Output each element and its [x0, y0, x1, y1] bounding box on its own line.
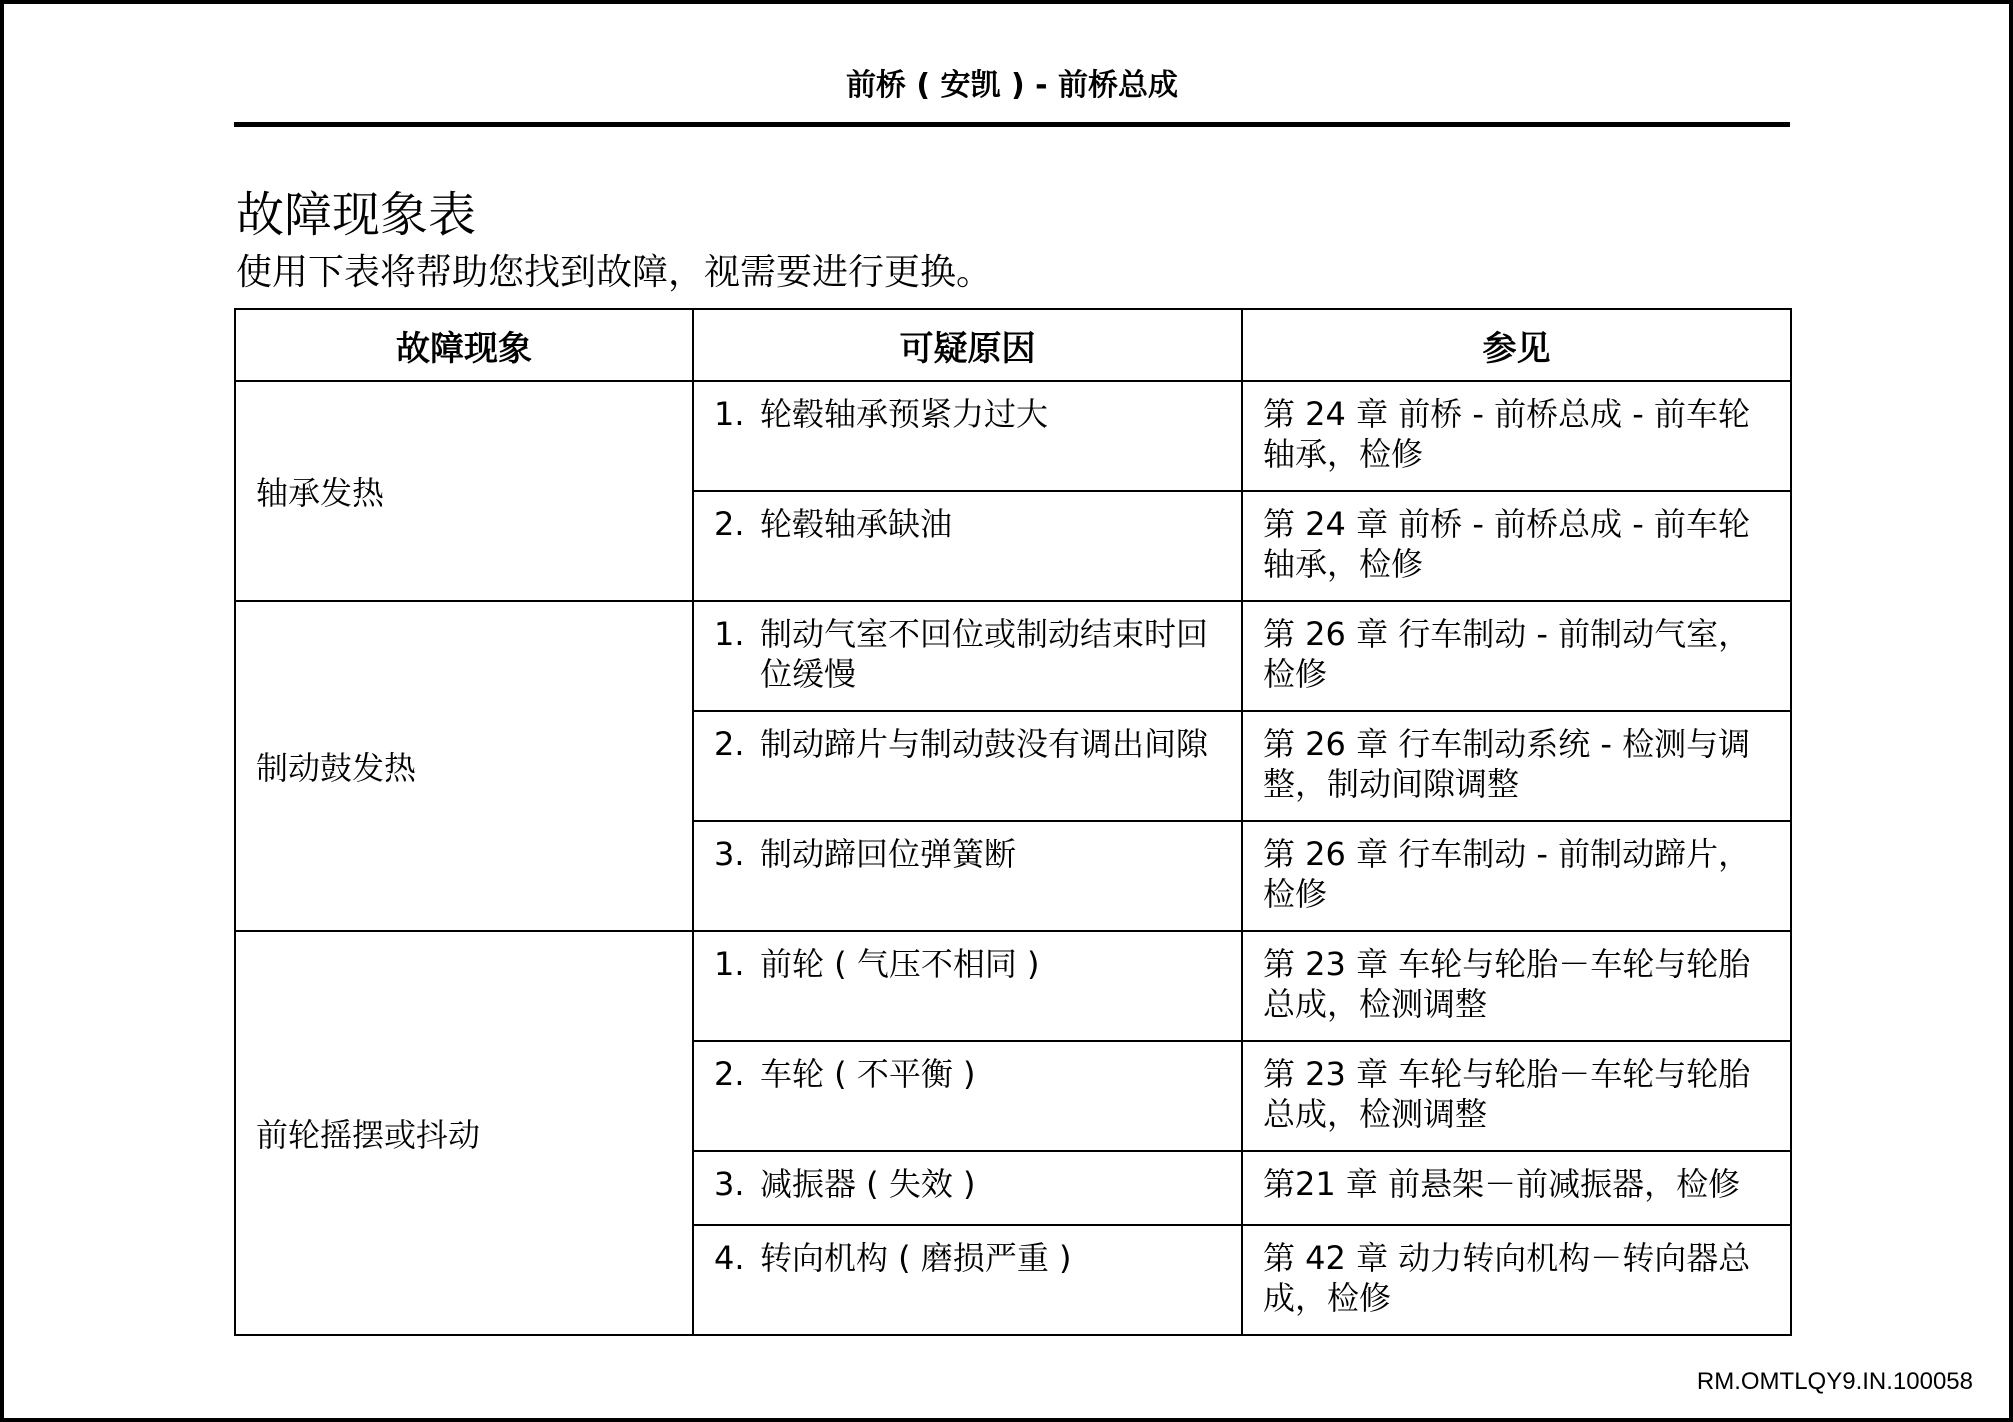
cause-cell: [693, 821, 1242, 931]
page-header: 前桥 ( 安凯 ) - 前桥总成: [845, 68, 1179, 103]
cause-text: 轮毂轴承缺油: [760, 505, 953, 543]
cause-number: 3.: [714, 835, 745, 873]
table-row: [235, 931, 1791, 1041]
reference-cell: 第 23 章 车轮与轮胎－车轮与轮胎总成，检测调整: [1242, 1041, 1791, 1151]
cause-number: 1.: [714, 945, 745, 983]
symptom-cell: 制动鼓发热: [235, 601, 693, 931]
column-header-symptom: 故障现象: [235, 309, 693, 381]
symptom-cell: 轴承发热: [235, 381, 693, 601]
cause-number: 2.: [714, 725, 745, 763]
reference-cell: 第21 章 前悬架－前减振器，检修: [1242, 1151, 1791, 1225]
cause-cell: [693, 491, 1242, 601]
cause-cell: [693, 1041, 1242, 1151]
cause-number: 2.: [714, 505, 745, 543]
cause-cell: [693, 711, 1242, 821]
fault-symptom-table: [234, 308, 1792, 1336]
column-header-reference: 参见: [1242, 309, 1791, 381]
cause-cell: [693, 601, 1242, 711]
cause-text: 制动蹄回位弹簧断: [760, 835, 1017, 873]
column-header-cause: 可疑原因: [693, 309, 1242, 381]
cause-text: 车轮 ( 不平衡 ): [760, 1055, 976, 1093]
cause-text: 制动气室不回位或制动结束时回位缓慢: [760, 615, 1209, 693]
cause-text: 轮毂轴承预紧力过大: [760, 395, 1049, 433]
table-row: [235, 381, 1791, 491]
cause-cell: [693, 1151, 1242, 1225]
section-title: 故障现象表: [236, 187, 477, 243]
cause-cell: [693, 381, 1242, 491]
reference-cell: 第 23 章 车轮与轮胎－车轮与轮胎总成，检测调整: [1242, 931, 1791, 1041]
table-row: [235, 601, 1791, 711]
cause-number: 1.: [714, 395, 745, 433]
reference-cell: 第 42 章 动力转向机构－转向器总成，检修: [1242, 1225, 1791, 1335]
document-code: RM.OMTLQY9.IN.100058: [1696, 1368, 1973, 1395]
table-header-row: [235, 309, 1791, 381]
header-divider: [234, 122, 1790, 127]
cause-number: 3.: [714, 1165, 745, 1203]
cause-cell: [693, 931, 1242, 1041]
reference-cell: 第 26 章 行车制动 - 前制动气室，检修: [1242, 601, 1791, 711]
cause-number: 2.: [714, 1055, 745, 1093]
cause-text: 减振器 ( 失效 ): [760, 1165, 976, 1203]
reference-cell: 第 26 章 行车制动系统 - 检测与调整，制动间隙调整: [1242, 711, 1791, 821]
cause-text: 制动蹄片与制动鼓没有调出间隙: [760, 725, 1209, 763]
cause-cell: [693, 1225, 1242, 1335]
cause-number: 4.: [714, 1239, 745, 1277]
cause-text: 前轮 ( 气压不相同 ): [760, 945, 1040, 983]
section-intro: 使用下表将帮助您找到故障，视需要进行更换。: [236, 252, 993, 293]
cause-number: 1.: [714, 615, 745, 653]
reference-cell: 第 26 章 行车制动 - 前制动蹄片，检修: [1242, 821, 1791, 931]
reference-cell: 第 24 章 前桥 - 前桥总成 - 前车轮轴承，检修: [1242, 491, 1791, 601]
reference-cell: 第 24 章 前桥 - 前桥总成 - 前车轮轴承，检修: [1242, 381, 1791, 491]
cause-text: 转向机构 ( 磨损严重 ): [760, 1239, 1072, 1277]
symptom-cell: 前轮摇摆或抖动: [235, 931, 693, 1335]
